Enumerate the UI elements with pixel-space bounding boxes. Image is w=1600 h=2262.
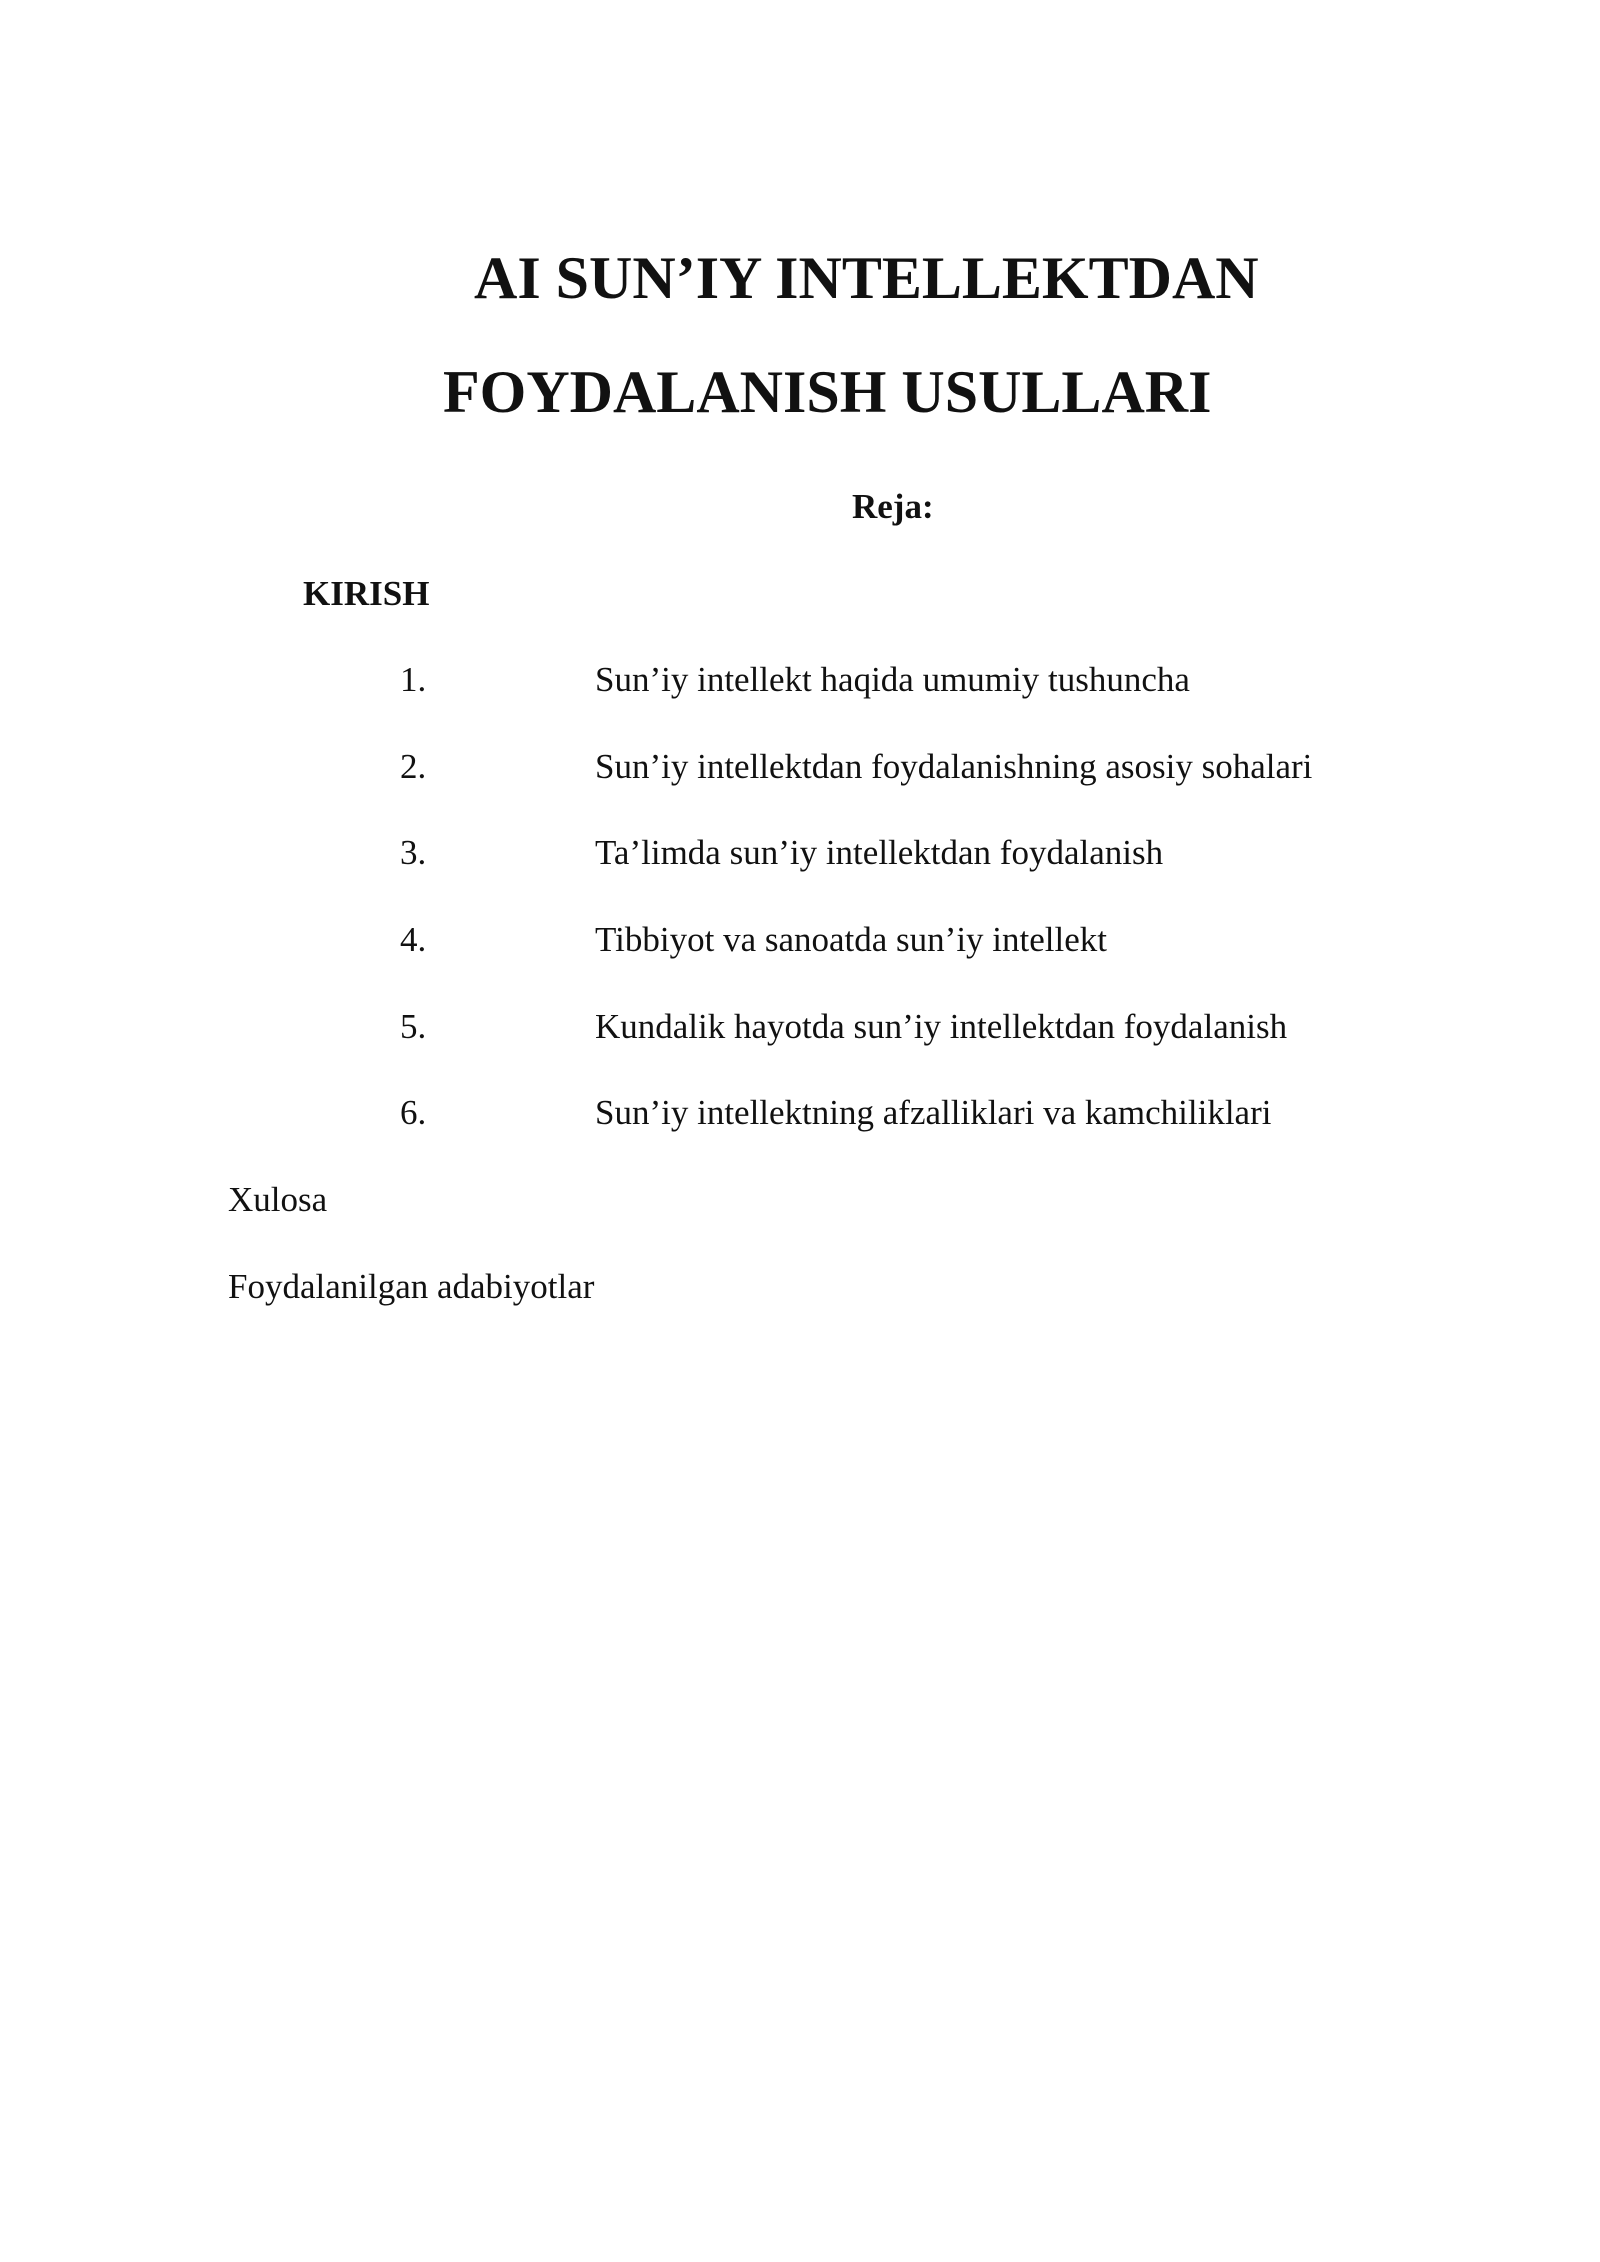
list-item-text: Sun’iy intellektdan foydalanishning asosiy sohalari: [595, 747, 1313, 786]
document-title-line-2: FOYDALANISH USULLARI: [443, 359, 1212, 425]
list-item-text: Kundalik hayotda sun’iy intellektdan foydalanish: [595, 1007, 1288, 1046]
list-item-number: 3.: [400, 833, 427, 872]
list-item-text: Ta’limda sun’iy intellektdan foydalanish: [595, 833, 1164, 872]
list-item-number: 5.: [400, 1007, 427, 1046]
list-item-number: 4.: [400, 920, 427, 959]
list-item-text: Sun’iy intellekt haqida umumiy tushuncha: [595, 660, 1190, 699]
intro-heading: KIRISH: [303, 574, 430, 613]
plan-heading: Reja:: [852, 487, 934, 526]
list-item-text: Tibbiyot va sanoatda sun’iy intellekt: [595, 920, 1107, 959]
conclusion-label: Xulosa: [228, 1180, 328, 1219]
document-title-line-1: AI SUN’IY INTELLEKTDAN: [474, 245, 1259, 311]
list-item-number: 2.: [400, 747, 427, 786]
list-item-number: 1.: [400, 660, 427, 699]
references-label: Foydalanilgan adabiyotlar: [228, 1267, 595, 1306]
list-item-number: 6.: [400, 1093, 427, 1132]
list-item-text: Sun’iy intellektning afzalliklari va kamchiliklari: [595, 1093, 1272, 1132]
